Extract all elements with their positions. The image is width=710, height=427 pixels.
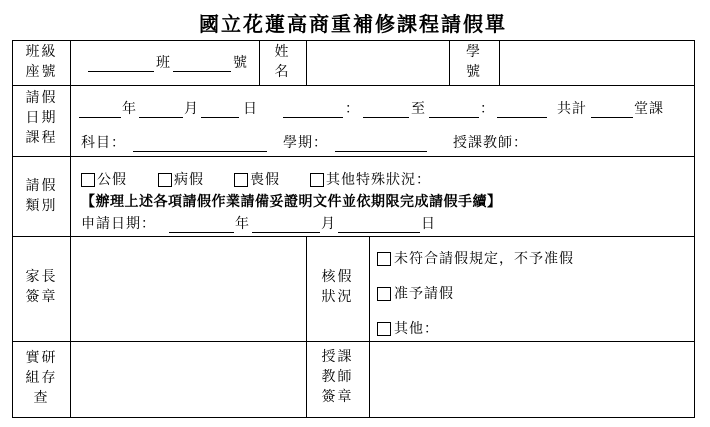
name-field[interactable] (307, 41, 449, 85)
teacher-signature-field[interactable] (370, 342, 694, 417)
day-text: 日 (243, 101, 258, 117)
apply-month-text: 月 (321, 216, 336, 232)
row-divider (13, 156, 694, 157)
start-hour-field[interactable] (283, 117, 343, 118)
not-approved-checkbox[interactable] (377, 252, 391, 266)
total-periods-field[interactable] (591, 117, 633, 118)
bereavement-leave-checkbox[interactable] (234, 173, 248, 187)
semester-field[interactable] (335, 151, 427, 152)
other-special-label: 其他特殊狀況： (326, 172, 431, 188)
leave-month-field[interactable] (139, 117, 183, 118)
apply-date-label: 申請日期： (81, 216, 156, 232)
time-colon: ： (480, 101, 495, 117)
office-review-field[interactable] (71, 342, 306, 417)
year-text: 年 (122, 101, 137, 117)
leave-date-course-label: 請假 日期 課程 (25, 90, 58, 146)
total-text: 共計 (557, 101, 587, 117)
row-divider (13, 85, 694, 86)
to-text: 至 (411, 101, 426, 117)
other-special-checkbox[interactable] (310, 173, 324, 187)
sick-leave-label: 病假 (174, 172, 204, 188)
student-id-label: 學 號 (466, 44, 482, 80)
official-leave-checkbox[interactable] (81, 173, 95, 187)
parent-signature-field[interactable] (71, 237, 306, 341)
apply-day-text: 日 (421, 216, 436, 232)
periods-text: 堂課 (634, 101, 664, 117)
leave-form-table (12, 40, 695, 418)
office-review-label: 實研 組存 查 (25, 350, 58, 406)
end-minute-field[interactable] (497, 117, 547, 118)
end-hour-field[interactable] (429, 117, 479, 118)
official-leave-label: 公假 (97, 172, 127, 188)
class-field[interactable] (88, 71, 154, 72)
apply-month-field[interactable] (252, 232, 320, 233)
leave-instructions-note: 【辦理上述各項請假作業請備妥證明文件並依期限完成請假手續】 (81, 194, 502, 210)
time-colon: ： (345, 101, 360, 117)
seat-number-field[interactable] (173, 71, 231, 72)
leave-type-label: 請假 類別 (25, 178, 58, 214)
approved-label: 准予請假 (394, 286, 454, 302)
class-suffix: 班 (156, 55, 171, 71)
number-suffix: 號 (233, 55, 248, 71)
semester-label: 學期： (283, 135, 328, 151)
form-title: 國立花蓮高商重補修課程請假單 (199, 12, 507, 36)
subject-label: 科目： (81, 135, 126, 151)
month-text: 月 (184, 101, 199, 117)
not-approved-label: 未符合請假規定，不予准假 (394, 251, 574, 267)
teacher-label: 授課教師： (453, 135, 528, 151)
student-id-field[interactable] (500, 41, 694, 85)
approval-other-label: 其他： (394, 321, 439, 337)
approved-checkbox[interactable] (377, 287, 391, 301)
parent-signature-label: 家長 簽章 (25, 269, 58, 305)
approval-other-checkbox[interactable] (377, 322, 391, 336)
name-label: 姓 名 (274, 44, 291, 80)
class-seat-label: 班級 座號 (25, 44, 58, 80)
sick-leave-checkbox[interactable] (158, 173, 172, 187)
bereavement-leave-label: 喪假 (250, 172, 280, 188)
apply-year-text: 年 (235, 216, 250, 232)
approval-status-label: 核假 狀況 (321, 269, 354, 305)
leave-year-field[interactable] (79, 117, 121, 118)
apply-day-field[interactable] (338, 232, 420, 233)
apply-year-field[interactable] (169, 232, 234, 233)
teacher-signature-label: 授課 教師 簽章 (321, 349, 354, 405)
leave-day-field[interactable] (201, 117, 239, 118)
subject-field[interactable] (133, 151, 267, 152)
start-minute-field[interactable] (363, 117, 409, 118)
